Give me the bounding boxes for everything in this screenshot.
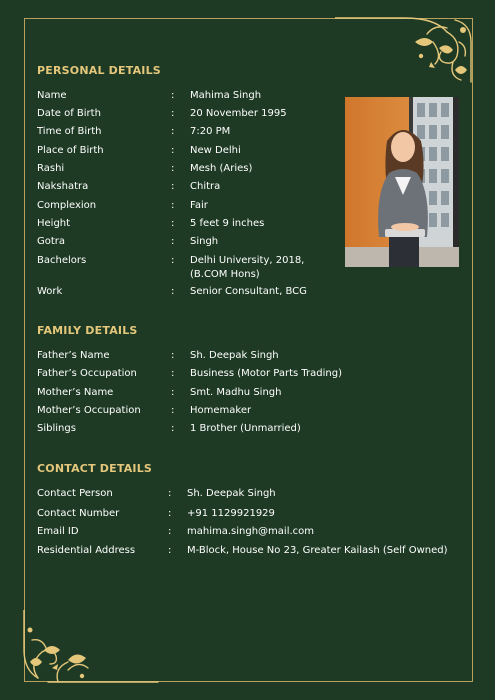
row-label: Residential Address xyxy=(37,545,136,556)
row-label: Complexion xyxy=(37,200,97,211)
row-value: +91 1129921929 xyxy=(187,508,275,519)
row-separator: : xyxy=(171,200,175,211)
corner-ornament-bottom-left xyxy=(18,610,168,690)
row-label: Rashi xyxy=(37,163,65,174)
profile-photo xyxy=(345,97,459,267)
row-separator: : xyxy=(168,526,172,537)
row-value: Smt. Madhu Singh xyxy=(190,387,282,398)
row-label: Email ID xyxy=(37,526,79,537)
row-value: Fair xyxy=(190,200,208,211)
row-separator: : xyxy=(171,350,175,361)
row-label: Father’s Occupation xyxy=(37,368,137,379)
row-separator: : xyxy=(171,387,175,398)
row-label: Time of Birth xyxy=(37,126,102,137)
row-label: Bachelors xyxy=(37,255,87,266)
row-value: 1 Brother (Unmarried) xyxy=(190,423,301,434)
row-value: M-Block, House No 23, Greater Kailash (Self Owned) xyxy=(187,545,448,556)
row-separator: : xyxy=(171,181,175,192)
row-label: Name xyxy=(37,90,67,101)
row-value: Delhi University, 2018, xyxy=(190,255,305,266)
row-separator: : xyxy=(171,108,175,119)
row-label: Date of Birth xyxy=(37,108,101,119)
row-label: Contact Person xyxy=(37,488,113,499)
row-separator: : xyxy=(171,236,175,247)
row-value: Singh xyxy=(190,236,219,247)
row-value: Homemaker xyxy=(190,405,252,416)
row-separator: : xyxy=(171,286,175,297)
row-label: Work xyxy=(37,286,63,297)
row-separator: : xyxy=(168,508,172,519)
personal-details-heading: PERSONAL DETAILS xyxy=(37,64,161,77)
row-label: Contact Number xyxy=(37,508,120,519)
row-value: Mahima Singh xyxy=(190,90,262,101)
row-separator: : xyxy=(171,90,175,101)
row-label: Mother’s Name xyxy=(37,387,114,398)
row-separator: : xyxy=(171,126,175,137)
row-label: Nakshatra xyxy=(37,181,89,192)
row-separator: : xyxy=(171,423,175,434)
row-label: Mother’s Occupation xyxy=(37,405,141,416)
row-value: Sh. Deepak Singh xyxy=(190,350,279,361)
row-value-continued: (B.COM Hons) xyxy=(190,269,260,280)
row-separator: : xyxy=(171,255,175,266)
row-value: Sh. Deepak Singh xyxy=(187,488,276,499)
corner-ornament-top-right xyxy=(335,12,477,90)
row-value: Senior Consultant, BCG xyxy=(190,286,307,297)
row-separator: : xyxy=(171,163,175,174)
row-separator: : xyxy=(171,405,175,416)
row-value: Chitra xyxy=(190,181,221,192)
contact-details-heading: CONTACT DETAILS xyxy=(37,462,153,475)
family-details-heading: FAMILY DETAILS xyxy=(37,324,138,337)
row-separator: : xyxy=(168,545,172,556)
row-separator: : xyxy=(171,145,175,156)
row-value: 7:20 PM xyxy=(190,126,231,137)
row-value: Business (Motor Parts Trading) xyxy=(190,368,342,379)
row-value: 20 November 1995 xyxy=(190,108,287,119)
row-label: Siblings xyxy=(37,423,76,434)
row-value: Mesh (Aries) xyxy=(190,163,253,174)
row-label: Place of Birth xyxy=(37,145,104,156)
row-separator: : xyxy=(171,218,175,229)
row-value: mahima.singh@mail.com xyxy=(187,526,315,537)
row-label: Gotra xyxy=(37,236,66,247)
row-value: New Delhi xyxy=(190,145,241,156)
row-separator: : xyxy=(168,488,172,499)
row-separator: : xyxy=(171,368,175,379)
row-label: Height xyxy=(37,218,71,229)
row-label: Father’s Name xyxy=(37,350,110,361)
row-value: 5 feet 9 inches xyxy=(190,218,265,229)
